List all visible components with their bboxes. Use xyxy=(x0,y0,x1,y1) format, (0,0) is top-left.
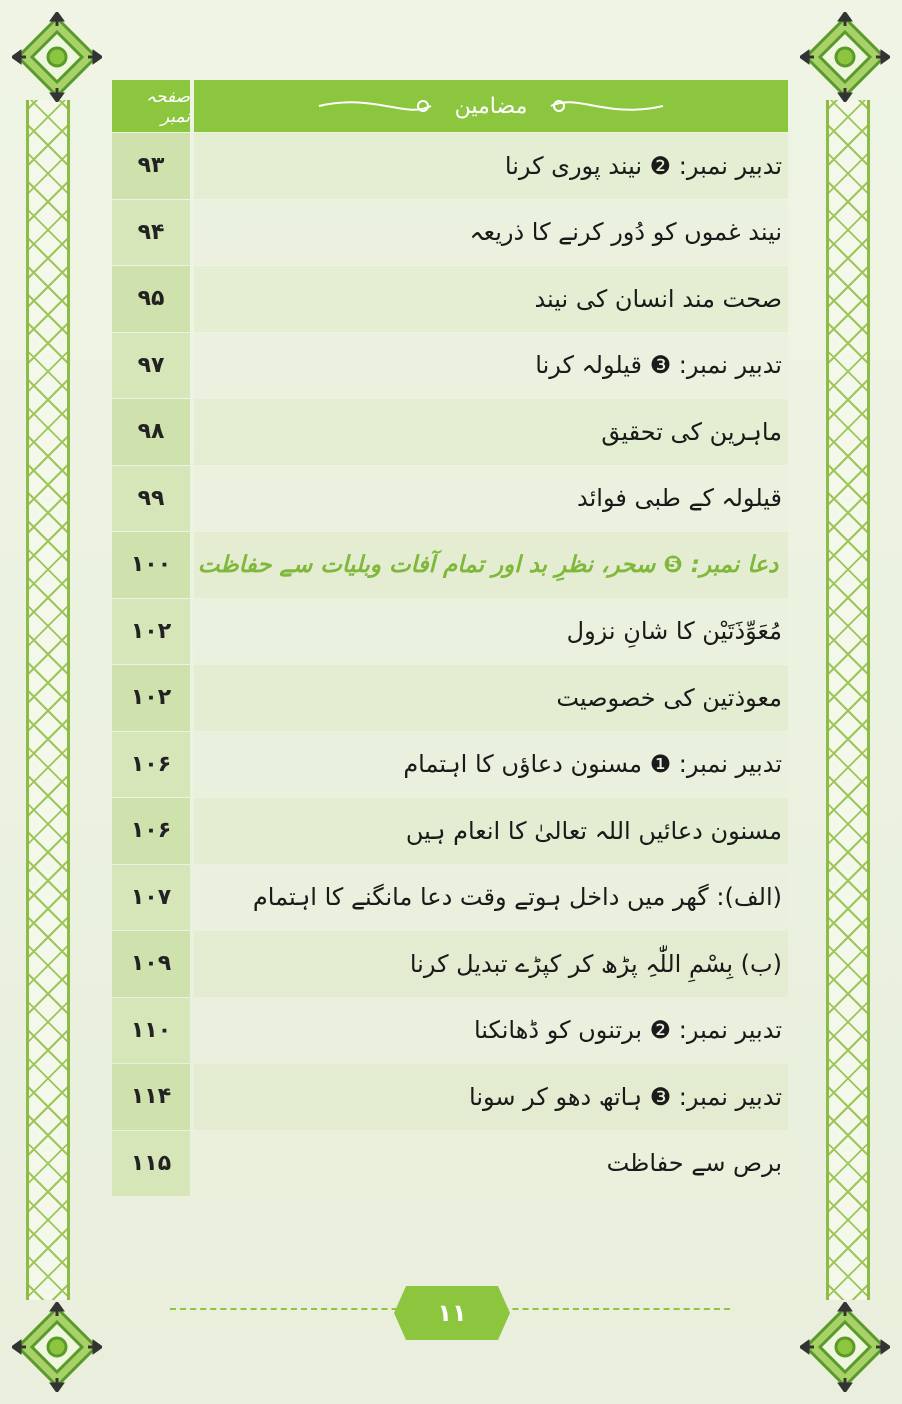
toc-row xyxy=(112,399,788,465)
toc-entry-text: تدبیر نمبر: ❷ نیند پوری کرنا xyxy=(194,133,788,199)
toc-row xyxy=(112,732,788,798)
toc-row xyxy=(112,665,788,731)
toc-row xyxy=(112,266,788,332)
toc-row xyxy=(112,466,788,532)
toc-page-number: ۱۰۷ xyxy=(112,865,190,931)
left-border-ornament xyxy=(26,100,70,1300)
toc-title: مضامین xyxy=(454,93,528,119)
toc-row xyxy=(112,931,788,997)
toc-entry-text: (ب) بِسْمِ اللّٰہِ پڑھ کر کپڑے تبدیل کرنا xyxy=(194,931,788,997)
toc-page-number: ۱۰۶ xyxy=(112,798,190,864)
toc-entry-text: تدبیر نمبر: ❸ قیلولہ کرنا xyxy=(194,333,788,399)
toc-page-number: ۹۵ xyxy=(112,266,190,332)
toc-row xyxy=(112,333,788,399)
toc-row xyxy=(112,599,788,665)
corner-ornament-icon xyxy=(12,1302,102,1392)
toc-entry-text: تدبیر نمبر: ❶ مسنون دعاؤں کا اہتمام xyxy=(194,732,788,798)
toc-row xyxy=(112,200,788,266)
page-column-header: صفحہ نمبر xyxy=(112,80,190,132)
toc-page-number: ۱۰۲ xyxy=(112,665,190,731)
corner-ornament-icon xyxy=(800,12,890,102)
toc-entry-text: تدبیر نمبر: ❷ برتنوں کو ڈھانکنا xyxy=(194,998,788,1064)
toc-row xyxy=(112,1064,788,1130)
toc-row xyxy=(112,133,788,199)
corner-ornament-icon xyxy=(12,12,102,102)
toc-page-number: ۱۰۹ xyxy=(112,931,190,997)
toc-entry-text: مسنون دعائیں اللہ تعالیٰ کا انعام ہیں xyxy=(194,798,788,864)
toc-entry-text: ماہرین کی تحقیق xyxy=(194,399,788,465)
toc-page-number: ۱۱۰ xyxy=(112,998,190,1064)
toc-page-number: ۱۱۵ xyxy=(112,1131,190,1197)
toc-page-number: ۱۰۶ xyxy=(112,732,190,798)
toc-entry-text: صحت مند انسان کی نیند xyxy=(194,266,788,332)
toc-row xyxy=(112,532,788,598)
toc-page-number: ۹۹ xyxy=(112,466,190,532)
corner-ornament-icon xyxy=(800,1302,890,1392)
toc-page-number: ۹۴ xyxy=(112,200,190,266)
toc-section-heading: دعا نمبر: ❺ سحر، نظرِ بد اور تمام آفات وبلیات سے حفاظت xyxy=(194,532,788,598)
flourish-ornament-icon xyxy=(547,93,667,119)
toc-entry-text: معوذتین کی خصوصیت xyxy=(194,665,788,731)
toc-entry-text: نیند غموں کو دُور کرنے کا ذریعہ xyxy=(194,200,788,266)
toc-header xyxy=(112,80,788,132)
toc-page-number: ۱۱۴ xyxy=(112,1064,190,1130)
toc-row xyxy=(112,798,788,864)
toc-entry-text: مُعَوِّذَتَیْن کا شانِ نزول xyxy=(194,599,788,665)
page-number: ۱۱ xyxy=(437,1299,467,1327)
toc-row xyxy=(112,865,788,931)
toc-entry-text: برص سے حفاظت xyxy=(194,1131,788,1197)
right-border-ornament xyxy=(826,100,870,1300)
flourish-ornament-icon xyxy=(315,93,435,119)
toc-page-number: ۱۰۲ xyxy=(112,599,190,665)
toc-page-number: ۹۳ xyxy=(112,133,190,199)
toc-row xyxy=(112,998,788,1064)
toc-page-number: ۹۷ xyxy=(112,333,190,399)
toc-page-number: ۹۸ xyxy=(112,399,190,465)
toc-title-bar xyxy=(194,80,788,132)
toc-entry-text: (الف): گھر میں داخل ہوتے وقت دعا مانگنے کا اہتمام xyxy=(194,865,788,931)
toc-page-number: ۱۰۰ xyxy=(112,532,190,598)
toc-entry-text: تدبیر نمبر: ❸ ہاتھ دھو کر سونا xyxy=(194,1064,788,1130)
toc-entry-text: قیلولہ کے طبی فوائد xyxy=(194,466,788,532)
toc-rows xyxy=(112,133,788,1196)
toc-row xyxy=(112,1131,788,1197)
table-of-contents xyxy=(112,80,788,1196)
